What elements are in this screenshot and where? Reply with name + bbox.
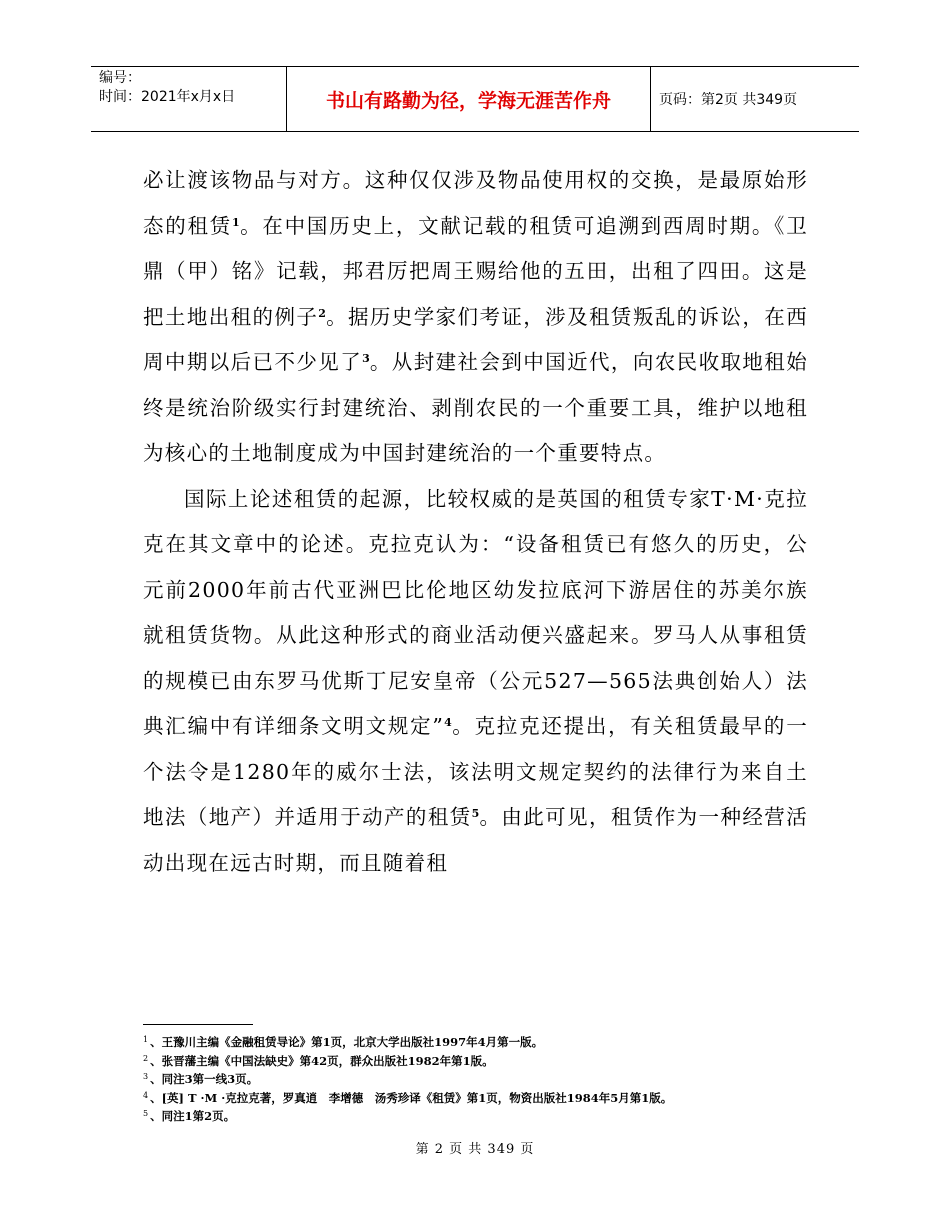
footnote-text: 、王豫川主编《金融租赁导论》第1页，北京大学出版社1997年4月第一版。: [150, 1035, 544, 1049]
footnote-ref-3[interactable]: 3: [362, 352, 370, 365]
footnote-number: 2: [143, 1053, 149, 1063]
footnote-text: 、[英] T ·M ·克拉克著，罗真逍 李增德 汤秀珍译《租赁》第1页，物资出版社1984年5月第1版。: [150, 1090, 673, 1105]
footnote-ref-5[interactable]: 5: [471, 807, 480, 820]
footnote-number: 4: [143, 1090, 149, 1100]
footnote-item: [143, 1088, 843, 1107]
page-footer: 第 2 页 共 349 页: [415, 1142, 535, 1157]
paragraph-1: 必让渡该物品与对方。这种仅仅涉及物品使用权的交换，是最原始形态的租赁$^1$。在中国历史上，文献记载的租赁可追溯到西周时期。《卫鼎（甲）铭》记载，邦君厉把周王赐给他的五田，出租了四田。这是把土地出租的例子$^2$。据历史学家们考证，涉及租赁叛乱的诉讼，在西周中期以后已不少见了$^3$。从封建社会到中国近代，向农民收取地租始终是统治阶级实行封建统治、剥削农民的一个重要工具，维护以地租为核心的土地制度成为中国封建统治的一个重要特点。: [143, 168, 809, 465]
paragraph-2: 国际上论述租赁的起源，比较权威的是英国的租赁专家T·M·克拉克在其文章中的论述。克拉克认为：“设备租赁已有悠久的历史，公元前2000年前古代亚洲巴比伦地区幼发拉底河下游居住的苏美尔族就租赁货物。从此这种形式的商业活动便兴盛起来。罗马人从事租赁的规模已由东罗马优斯丁尼安皇帝（公元527—565法典创始人）法典汇编中有详细条文明文规定”$^4$。克拉克还提出，有关租赁最早的一个法令是1280年的威尔士法，该法明文规定契约的法律行为来自土地法（地产）并适用于动产的租赁$^5$。由此可见，租赁作为一种经营活动出现在远古时期，而且随着租: [143, 486, 808, 875]
footnote-item: [143, 1051, 843, 1070]
footnote-ref-1[interactable]: 1: [232, 215, 240, 229]
footnote-text: 、同注3第一线3页。: [150, 1072, 259, 1086]
footnote-text: 、同注1第2页。: [150, 1109, 236, 1123]
footnote-item: [143, 1032, 843, 1051]
document-header: [91, 66, 859, 132]
header-meta-cell: [91, 67, 287, 131]
header-motto: 书山有路勤为径，学海无涯苦作舟: [287, 67, 651, 131]
document-date-label: 时间：2021年x月x日: [99, 89, 236, 105]
footnote-number: 5: [143, 1109, 149, 1118]
footnote-item: [143, 1106, 843, 1125]
footnotes: [143, 1032, 843, 1125]
document-number-label: 编号：: [99, 70, 141, 86]
footnote-text: 、张晋藩主编《中国法缺史》第42页，群众出版社1982年第1版。: [150, 1053, 494, 1068]
footnote-item: [143, 1069, 843, 1088]
footnote-ref-2[interactable]: 2: [318, 306, 326, 320]
footnote-ref-4[interactable]: 4: [444, 716, 452, 729]
footnote-separator: [143, 1024, 253, 1025]
footnote-number: 3: [143, 1072, 149, 1081]
document-body: [143, 158, 808, 886]
header-page-number: 页码：第2页 共349页: [659, 92, 798, 108]
footnote-number: 1: [143, 1035, 149, 1044]
